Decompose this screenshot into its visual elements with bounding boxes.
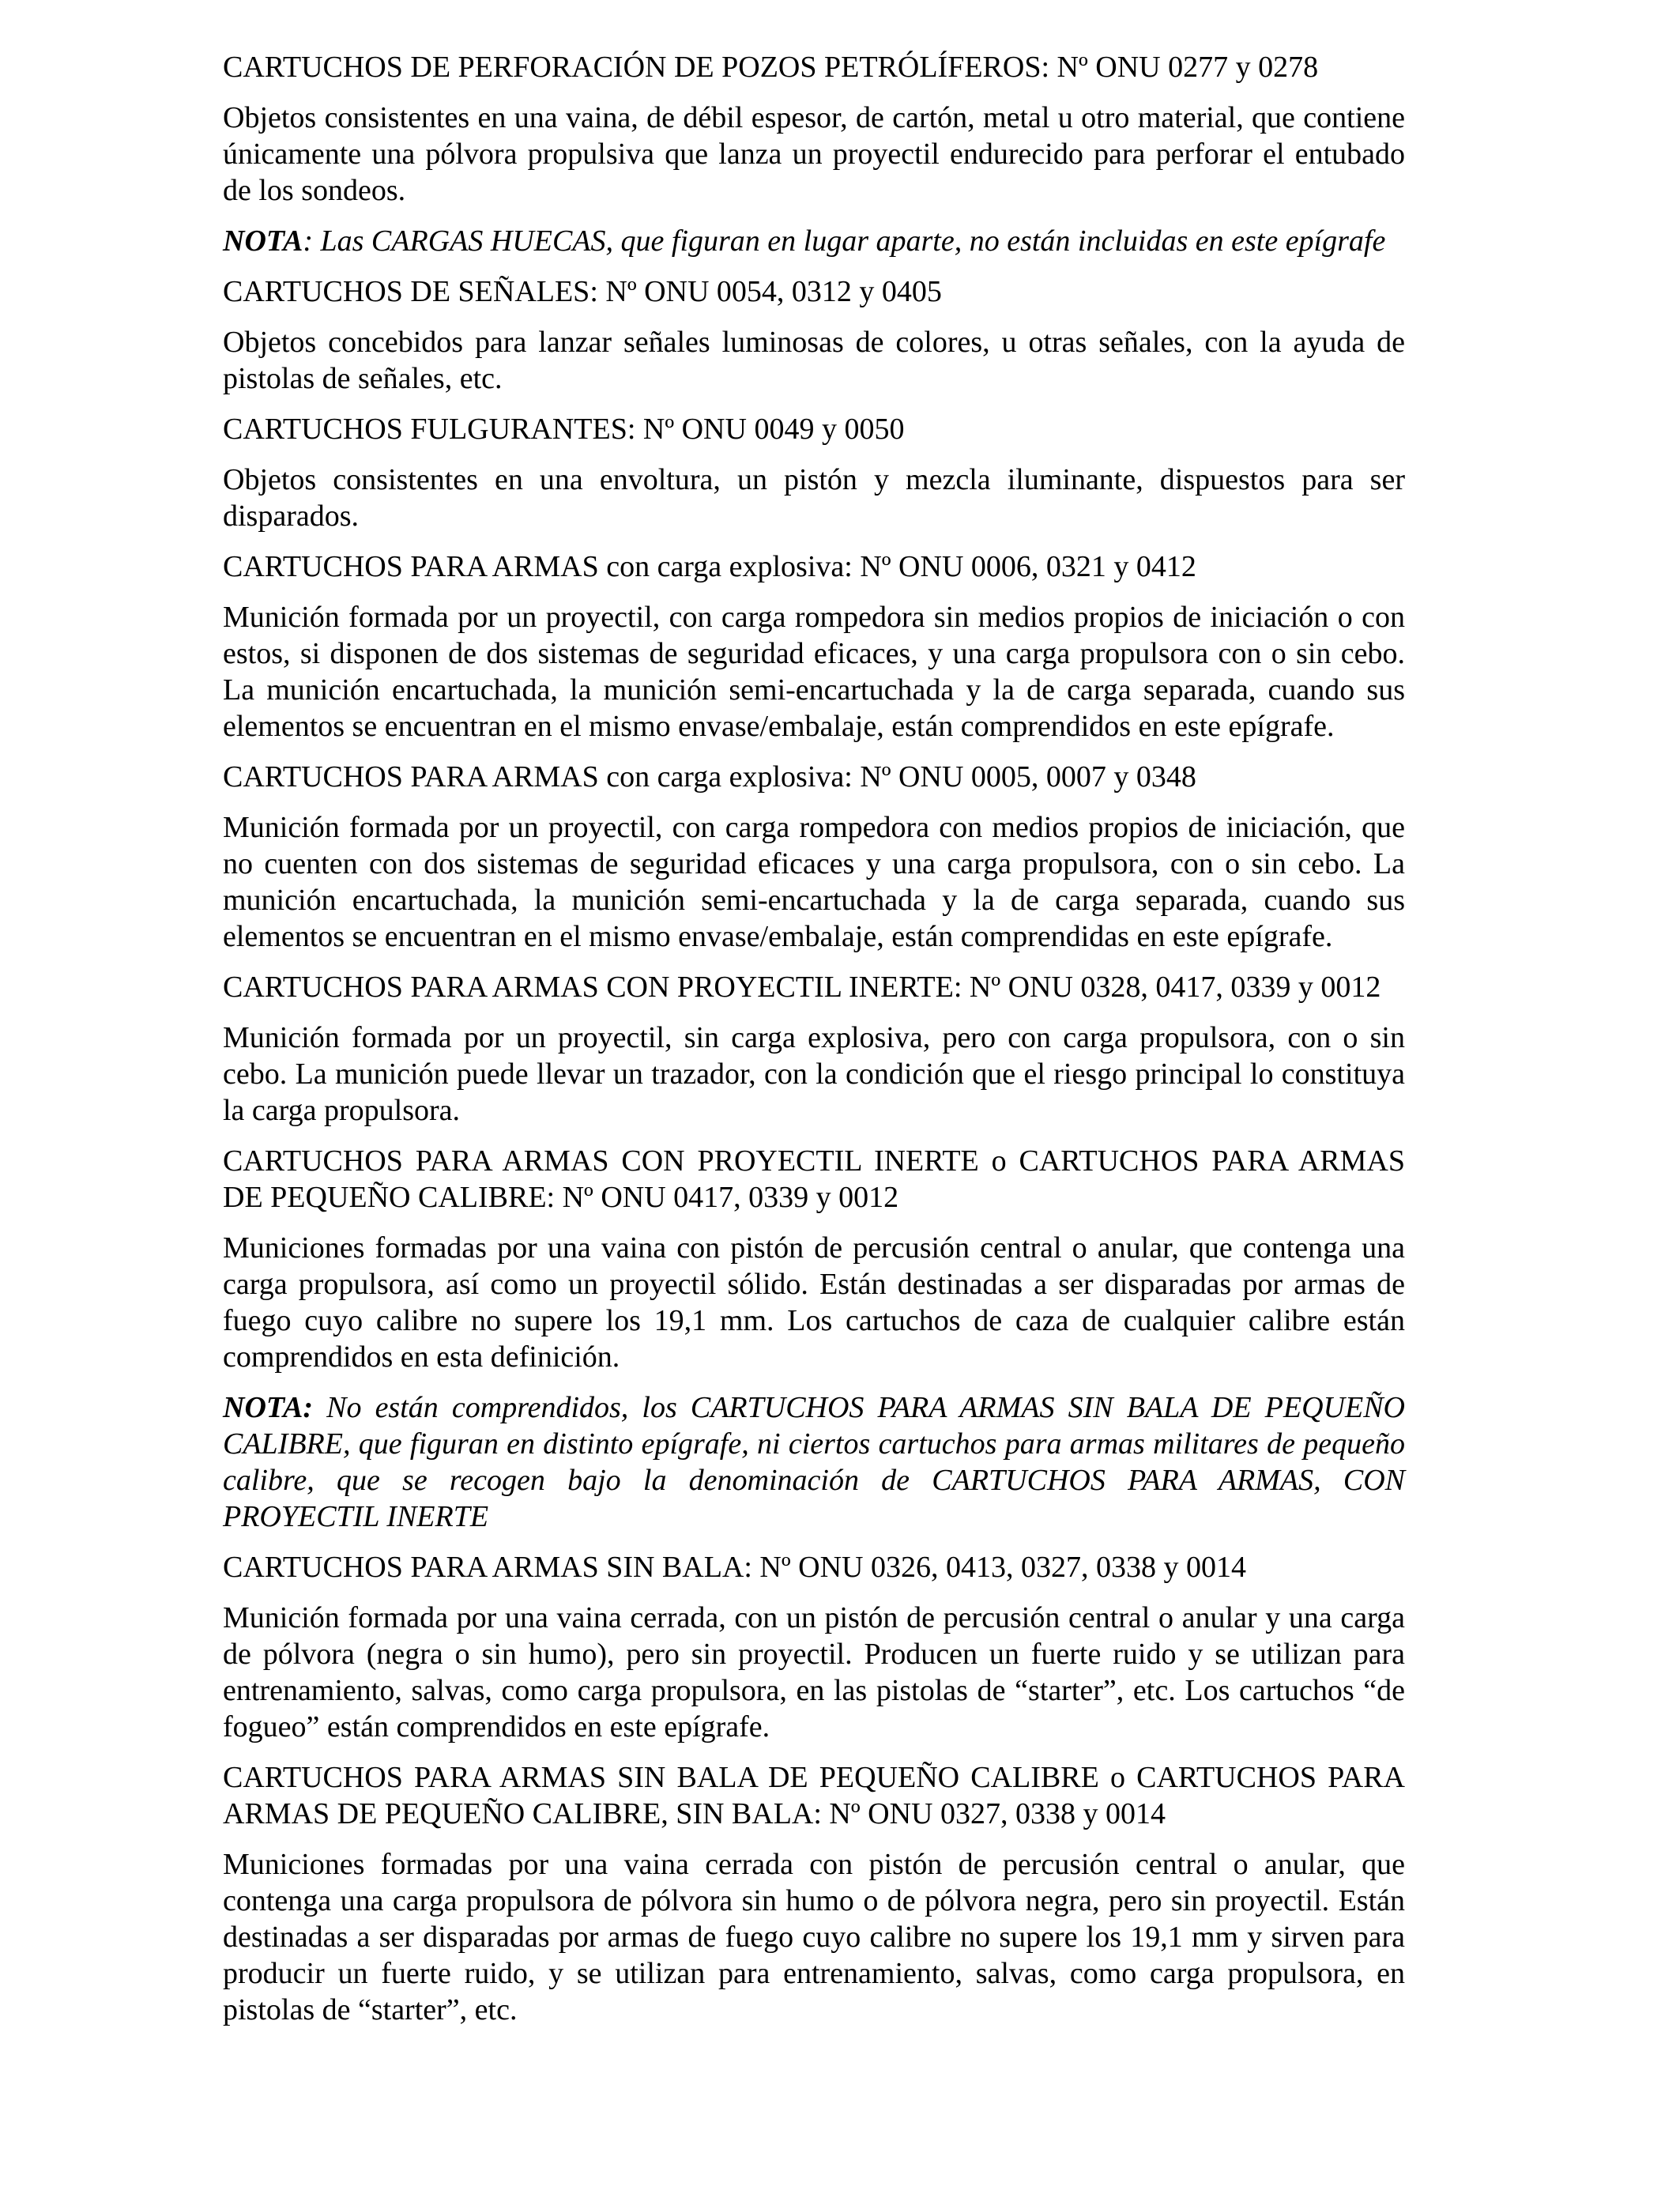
- section-description: Munición formada por un proyectil, sin carga explosiva, pero con carga propulsora, con o sin cebo. La munición puede llevar un trazador, con la condición que el riesgo principal lo constituya la carga propulsora.: [223, 1021, 1405, 1127]
- section-heading: CARTUCHOS PARA ARMAS SIN BALA DE PEQUEÑO CALIBRE o CARTUCHOS PARA ARMAS DE PEQUEÑO CALIBRE, SIN BALA: Nº ONU 0327, 0338 y 0014: [223, 1761, 1405, 1830]
- section-description: Municiones formadas por una vaina con pistón de percusión central o anular, que contenga una carga propulsora, así como un proyectil sólido. Están destinadas a ser disparadas por armas de fuego cuyo calibre no supere los 19,1 mm. Los cartuchos de caza de cualquier calibre están comprendidos en esta definición.: [223, 1231, 1405, 1374]
- section-description: Munición formada por un proyectil, con carga rompedora sin medios propios de iniciación o con estos, si disponen de dos sistemas de seguridad eficaces, y una carga propulsora con o sin cebo. La munición encartuchada, la munición semi-encartuchada y la de carga separada, cuando sus elementos se encuentran en el mismo envase/embalaje, están comprendidos en este epígrafe.: [223, 601, 1405, 743]
- section-description: Objetos consistentes en una envoltura, un pistón y mezcla iluminante, dispuestos para ser disparados.: [223, 463, 1405, 533]
- note-text: No están comprendidos, los CARTUCHOS PARA ARMAS SIN BALA DE PEQUEÑO CALIBRE, que figuran en distinto epígrafe, ni ciertos cartuchos para armas militares de pequeño calibre, que se recogen bajo la denominación de CARTUCHOS PARA ARMAS, CON PROYECTIL INERTE: [223, 1391, 1405, 1533]
- section-heading: CARTUCHOS PARA ARMAS CON PROYECTIL INERTE: Nº ONU 0328, 0417, 0339 y 0012: [223, 971, 1381, 1004]
- note-text: : Las CARGAS HUECAS, que figuran en lugar aparte, no están incluidas en este epígrafe: [303, 224, 1386, 258]
- note-label: NOTA:: [223, 1391, 313, 1424]
- section-description: Objetos consistentes en una vaina, de débil espesor, de cartón, metal u otro material, que contiene únicamente una pólvora propulsiva que lanza un proyectil endurecido para perforar el entubado de los sondeos.: [223, 101, 1405, 207]
- note-paragraph: [223, 1389, 1405, 1535]
- section-heading: CARTUCHOS FULGURANTES: Nº ONU 0049 y 0050: [223, 413, 905, 446]
- section-heading: CARTUCHOS DE PERFORACIÓN DE POZOS PETRÓLÍFEROS: Nº ONU 0277 y 0278: [223, 51, 1319, 84]
- section-description: Objetos concebidos para lanzar señales luminosas de colores, u otras señales, con la ayuda de pistolas de señales, etc.: [223, 326, 1405, 395]
- section-heading: CARTUCHOS PARA ARMAS SIN BALA: Nº ONU 0326, 0413, 0327, 0338 y 0014: [223, 1551, 1246, 1584]
- section-heading: CARTUCHOS PARA ARMAS con carga explosiva: Nº ONU 0006, 0321 y 0412: [223, 550, 1196, 583]
- section-heading: CARTUCHOS PARA ARMAS CON PROYECTIL INERTE o CARTUCHOS PARA ARMAS DE PEQUEÑO CALIBRE: Nº ONU 0417, 0339 y 0012: [223, 1144, 1405, 1214]
- section-description: Munición formada por una vaina cerrada, con un pistón de percusión central o anular y una carga de pólvora (negra o sin humo), pero sin proyectil. Producen un fuerte ruido y se utilizan para entrenamiento, salvas, como carga propulsora, en las pistolas de “starter”, etc. Los cartuchos “de fogueo” están comprendidos en este epígrafe.: [223, 1601, 1405, 1744]
- section-heading: CARTUCHOS DE SEÑALES: Nº ONU 0054, 0312 y 0405: [223, 275, 942, 308]
- section-description: Municiones formadas por una vaina cerrada con pistón de percusión central o anular, que contenga una carga propulsora de pólvora sin humo o de pólvora negra, pero sin proyectil. Están destinadas a ser disparadas por armas de fuego cuyo calibre no supere los 19,1 mm y sirven para producir un fuerte ruido, y se utilizan para entrenamiento, salvas, como carga propulsora, en pistolas de “starter”, etc.: [223, 1848, 1405, 2026]
- section-description: Munición formada por un proyectil, con carga rompedora con medios propios de iniciación, que no cuenten con dos sistemas de seguridad eficaces y una carga propulsora, con o sin cebo. La munición encartuchada, la munición semi-encartuchada y la de carga separada, cuando sus elementos se encuentran en el mismo envase/embalaje, están comprendidas en este epígrafe.: [223, 811, 1405, 953]
- note-paragraph: [223, 223, 1405, 259]
- document-page: [223, 49, 1405, 2042]
- note-label: NOTA: [223, 224, 303, 258]
- section-heading: CARTUCHOS PARA ARMAS con carga explosiva: Nº ONU 0005, 0007 y 0348: [223, 760, 1196, 794]
